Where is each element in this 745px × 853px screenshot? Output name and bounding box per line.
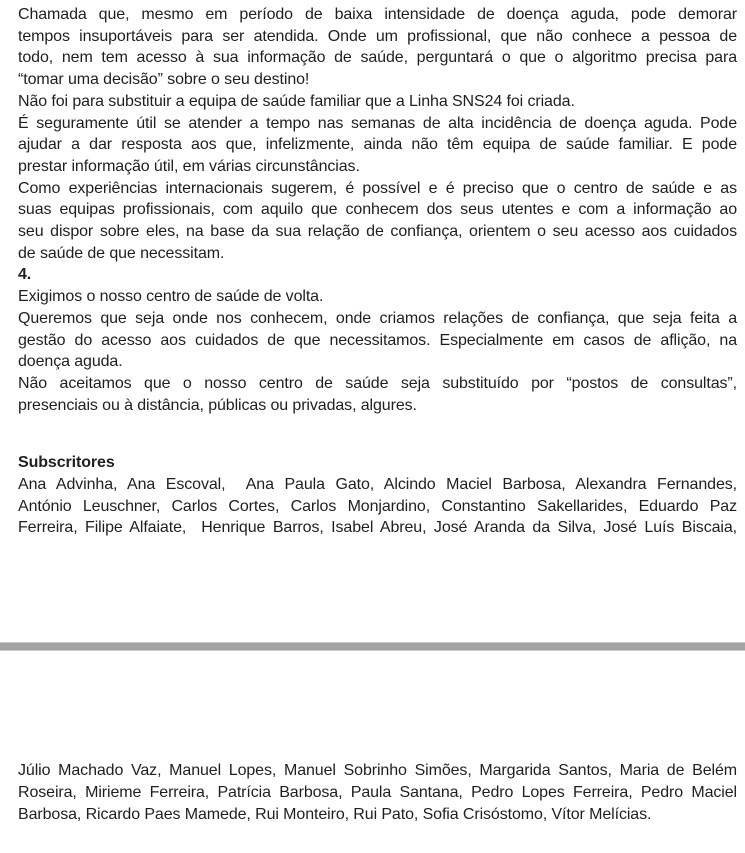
text-line: seu dispor sobre eles, na base da sua relação de confiança, orientem o seu acesso aos cuidados [18,223,737,241]
text-line: presenciais ou à distância, públicas ou privadas, algures. [18,396,417,414]
text-line: todo, nem tem acesso à sua informação de saúde, perguntará o que o algoritmo precisa para [18,49,737,67]
subscriber-names-line: Ana Advinha, Ana Escoval, Ana Paula Gato, Alcindo Maciel Barbosa, Alexandra Fernandes, [18,476,737,494]
text-line: Chamada que, mesmo em período de baixa intensidade de doença aguda, pode demorar [18,6,737,23]
page-break-divider [0,642,745,651]
subscriber-names-line: Barbosa, Ricardo Paes Mamede, Rui Monteiro, Rui Pato, Sofia Crisóstomo, Vítor Melícias. [18,805,652,823]
text-line: Como experiências internacionais sugerem, é possível e é preciso que o centro de saúde e as [18,179,737,197]
text-line: de saúde de que necessitam. [18,244,225,262]
text-line: ajudar a dar resposta aos que, infelizmente, ainda não têm equipa de saúde familiar. E pode [18,136,737,154]
section-number-4: 4. [18,266,32,284]
text-line: Queremos que seja onde nos conhecem, onde criamos relações de confiança, que seja feita a [18,309,737,327]
subscriber-names-line: António Leuschner, Carlos Cortes, Carlos Monjardino, Constantino Sakellarides, Eduardo Paz [18,497,737,515]
text-line: Não foi para substituir a equipa de saúde familiar que a Linha SNS24 foi criada. [18,92,575,110]
subscriber-names-line: Roseira, Mirieme Ferreira, Patrícia Barbosa, Paula Santana, Pedro Lopes Ferreira, Pedro Maciel [18,783,737,801]
document-page-2 [0,651,737,825]
text-line: “tomar uma decisão” sobre o seu destino! [18,71,310,89]
text-line: gestão do acesso aos cuidados de que necessitamos. Especialmente em casos de aflição, na [18,331,737,349]
text-line: É seguramente útil se atender a tempo nas semanas de alta incidência de doença aguda. Pode [18,114,737,132]
text-line: tempos insuportáveis para ser atendida. Onde um profissional, que não conhece a pessoa de [18,27,737,45]
subscriber-names-line: Júlio Machado Vaz, Manuel Lopes, Manuel Sobrinho Simões, Margarida Santos, Maria de Belém [18,762,737,780]
text-line: prestar informação útil, em várias circunstâncias. [18,157,360,175]
text-line: doença aguda. [18,353,123,371]
text-line: suas equipas profissionais, com aquilo que conhecem dos seus utentes e com a informação ao [18,201,737,219]
subscriber-names-line: Ferreira, Filipe Alfaiate, Henrique Barros, Isabel Abreu, José Aranda da Silva, José Luís Biscaia, [18,519,737,537]
text-line: Não aceitamos que o nosso centro de saúde seja substituído por “postos de consultas”, [18,374,737,392]
subscribers-heading: Subscritores [18,454,115,472]
text-line: Exigimos o nosso centro de saúde de volta. [18,288,324,306]
